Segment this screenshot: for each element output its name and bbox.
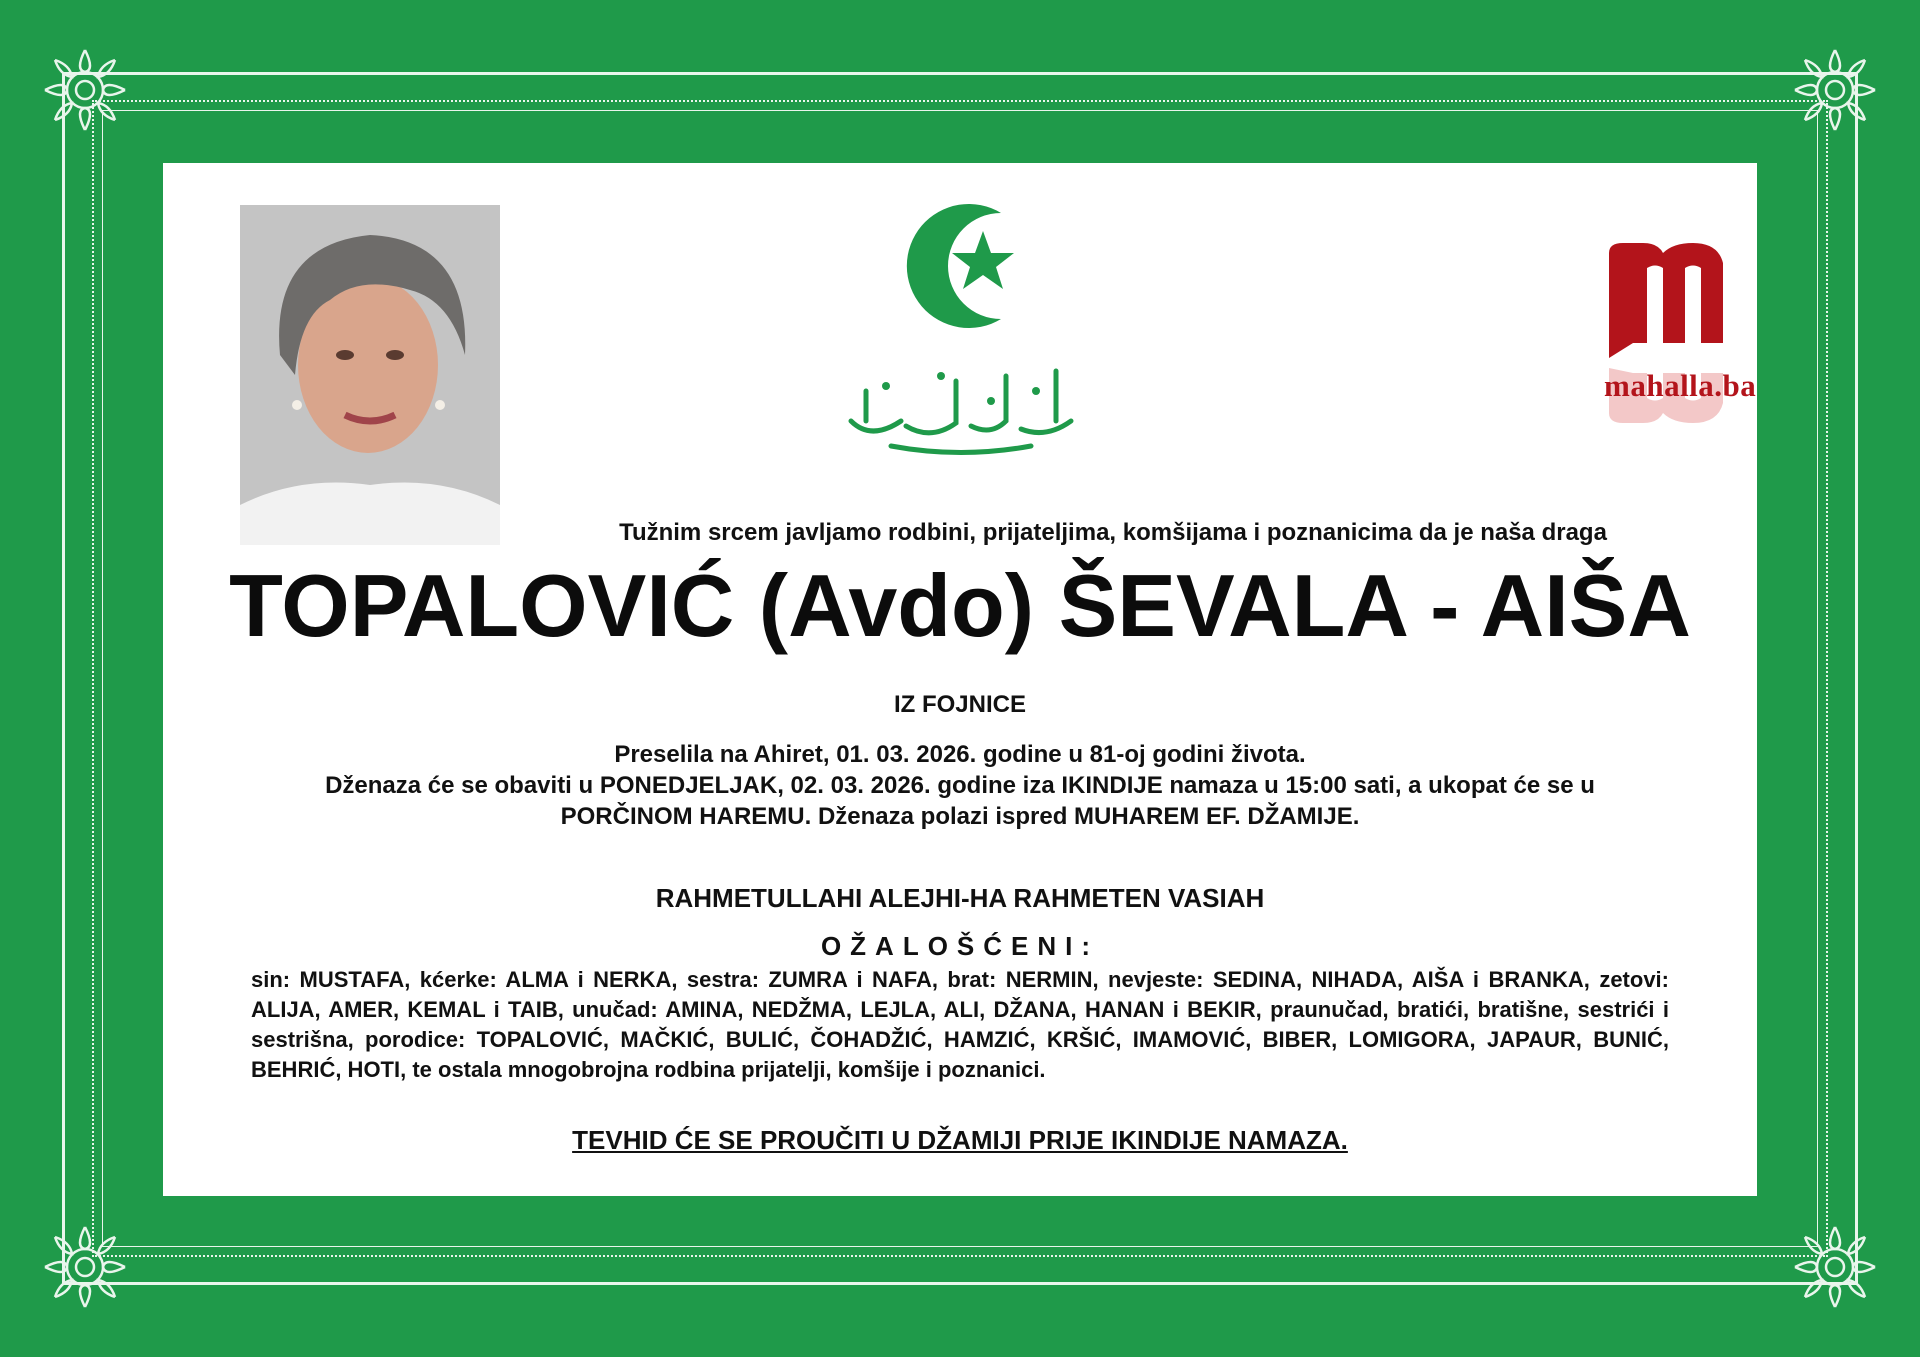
- notice-panel: [163, 163, 1757, 1196]
- deceased-name: TOPALOVIĆ (Avdo) ŠEVALA - AIŠA: [229, 556, 1691, 655]
- corner-ornament-icon: [40, 45, 130, 135]
- mourners-heading: OŽALOŠĆENI:: [820, 931, 1100, 961]
- mahalla-logo[interactable]: [1603, 238, 1803, 438]
- corner-ornament-icon: [1790, 45, 1880, 135]
- prayer-text: RAHMETULLAHI ALEJHI-HA RAHMETEN VASIAH: [655, 883, 1265, 913]
- death-date-line: Preselila na Ahiret, 01. 03. 2026. godine u 81-oj godini života.: [614, 741, 1306, 768]
- portrait-photo: [240, 205, 500, 545]
- logo-text[interactable]: mahalla.ba: [1604, 368, 1757, 403]
- corner-ornament-icon: [1790, 1222, 1880, 1312]
- mourners-list: sin: MUSTAFA, kćerke: ALMA i NERKA, sestra: ZUMRA i NAFA, brat: NERMIN, nevjeste: SEDINA, NIHADA, AIŠA i BRANKA, zetovi: ALIJA, AMER, KEMAL i TAIB, unučad: AMINA, NEDŽMA, LEJLA, ALI, DŽANA, HANAN i BEKIR, praunučad, bratići, bratišne, sestrići i sestrišna, porodice: TOPALOVIĆ, MAČKIĆ, BULIĆ, ČOHADŽIĆ, HAMZIĆ, KRŠIĆ, IMAMOVIĆ, BIBER, LOMIGORA, JAPAUR, BUNIĆ, BEHRIĆ, HOTI, te ostala mnogobrojna rodbina prijatelji, komšije i poznanici.: [251, 967, 1669, 1082]
- corner-ornament-icon: [40, 1222, 130, 1312]
- funeral-details: [263, 739, 1657, 832]
- arabic-calligraphy: [831, 351, 1091, 461]
- crescent-star-icon: [893, 191, 1033, 341]
- intro-text: Tužnim srcem javljamo rodbini, prijateljima, komšijama i poznanicima da je naša draga: [619, 519, 1607, 546]
- tevhid-announcement: TEVHID ĆE SE PROUČITI U DŽAMIJI PRIJE IKINDIJE NAMAZA.: [572, 1125, 1348, 1155]
- hometown: IZ FOJNICE: [893, 691, 1026, 718]
- funeral-info-line: Dženaza će se obaviti u PONEDJELJAK, 02. 03. 2026. godine iza IKINDIJE namaza u 15:00 sati, a ukopat će se u PORČINOM HAREMU. Dženaza polazi ispred MUHAREM EF. DŽAMIJE.: [325, 772, 1595, 830]
